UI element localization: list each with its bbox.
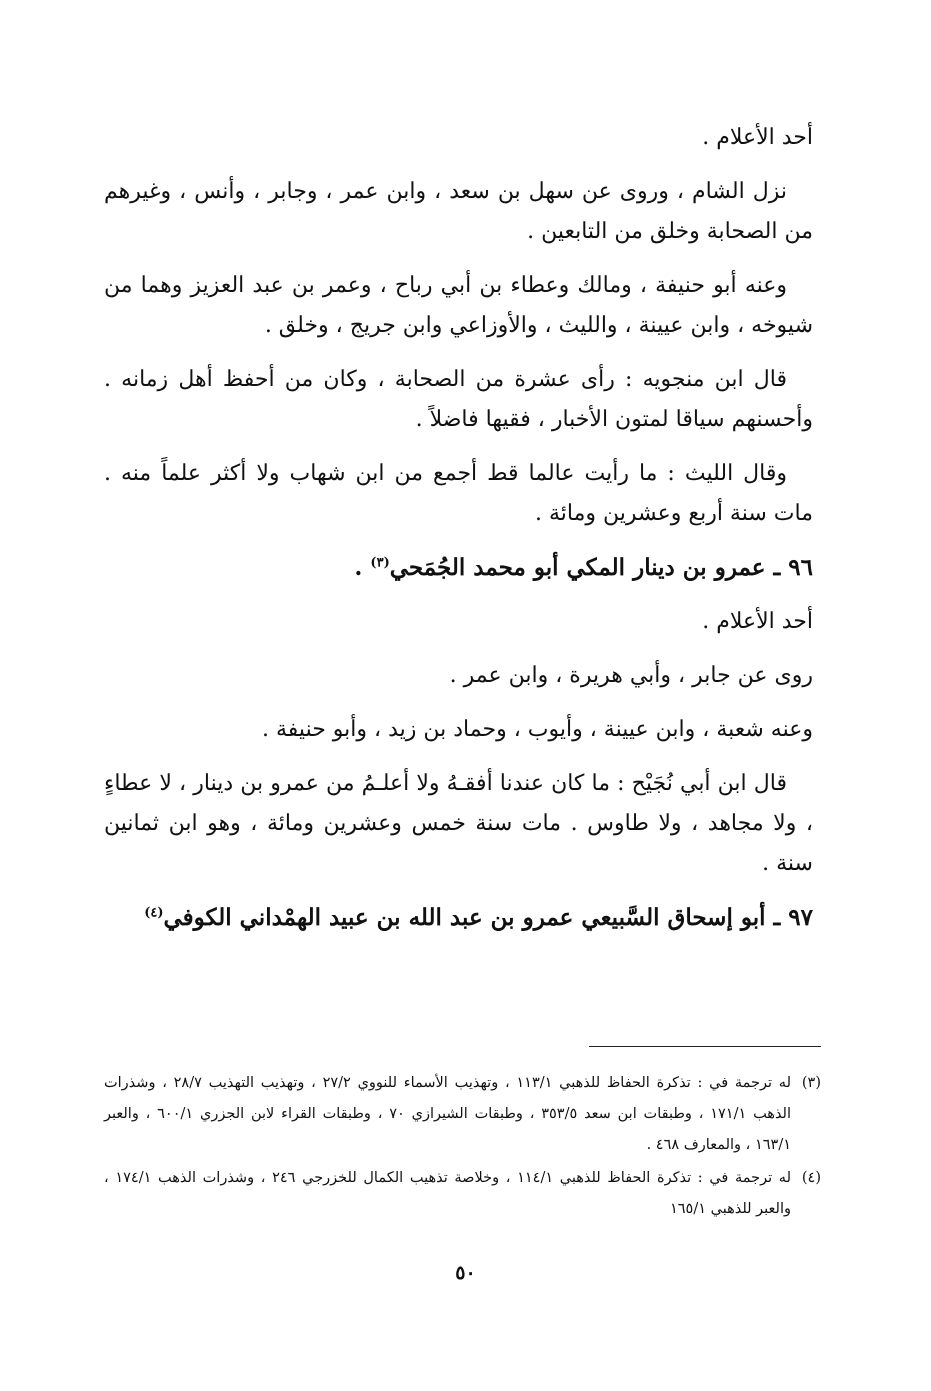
paragraph: قال ابن منجويه : رأى عشرة من الصحابة ، وكان من أحفظ أهل زمانه . وأحسنهم سياقا لمتون الأخبار ، فقيها فاضلاً . — [104, 367, 813, 432]
paragraph: وعنه أبو حنيفة ، ومالك وعطاء بن أبي رباح ، وعمر بن عبد العزيز وهما من شيوخه ، وابن عيينة ، والليث ، والأوزاعي وابن جريج ، وخلق . — [104, 273, 813, 338]
paragraph: أحد الأعلام . — [702, 125, 813, 150]
paragraph: أحد الأعلام . — [702, 609, 813, 634]
footnote-divider — [589, 1046, 821, 1047]
footnote — [104, 1068, 821, 1161]
paragraph: روى عن جابر ، وأبي هريرة ، وابن عمر . — [449, 663, 813, 688]
footnote-number: (٤) — [801, 1170, 821, 1186]
paragraph: وعنه شعبة ، وابن عيينة ، وأيوب ، وحماد بن زيد ، وأبو حنيفة . — [262, 717, 813, 742]
main-text — [104, 118, 813, 952]
footnote-text: له ترجمة في : تذكرة الحفاظ للذهبي ١١٣/١ ، وتهذيب الأسماء للنووي ٢٧/٢ ، وتهذيب التهذيب ٢٨/٧ ، وشذرات الذهب ١٧١/١ ، وطبقات ابن سعد ٣٥٣/٥ ، وطبقات الشيرازي ٧٠ ، وطبقات القراء لابن الجزري ٦٠٠/١ ، والعبر ١٦٣/١ ، والمعارف ٤٦٨ . — [104, 1075, 792, 1153]
entry-heading-97 — [104, 898, 813, 938]
footnote-text: له ترجمة في : تذكرة الحفاظ للذهبي ١١٤/١ ، وخلاصة تذهيب الكمال للخزرجي ٢٤٦ ، وشذرات الذهب ١٧٤/١ ، والعبر للذهبي ١٦٥/١ — [104, 1170, 791, 1217]
entry-title: ٩٧ ـ أبو إسحاق السَّبيعي عمرو بن عبد الله بن عبيد الهمْداني الكوفي — [163, 904, 813, 931]
footnote-ref: (٤) — [144, 905, 164, 921]
entry-title: ٩٦ ـ عمرو بن دينار المكي أبو محمد الجُمَحي — [389, 554, 813, 581]
page-number: ٥٠ — [455, 1262, 476, 1284]
entry-title-end: . — [354, 554, 371, 581]
footnote-number: (٣) — [801, 1075, 821, 1091]
paragraph: نزل الشام ، وروى عن سهل بن سعد ، وابن عمر ، وجابر ، وأنس ، وغيرهم من الصحابة وخلق من التابعين . — [104, 179, 813, 244]
entry-heading-96 — [104, 548, 813, 588]
paragraph: وقال الليث : ما رأيت عالما قط أجمع من ابن شهاب ولا أكثر علماً منه . مات سنة أربع وعشرين ومائة . — [104, 461, 813, 526]
footnotes — [104, 1068, 821, 1227]
footnote — [104, 1163, 821, 1225]
paragraph: قال ابن أبي نُجَيْح : ما كان عندنا أفقـهُ ولا أعلـمُ من عمرو بن دينار ، لا عطاءٍ ، ولا مجاهد ، ولا طاوس . مات سنة خمس وعشرين ومائة ، وهو ابن ثمانين سنة . — [104, 771, 813, 876]
footnote-ref: (٣) — [370, 555, 390, 571]
